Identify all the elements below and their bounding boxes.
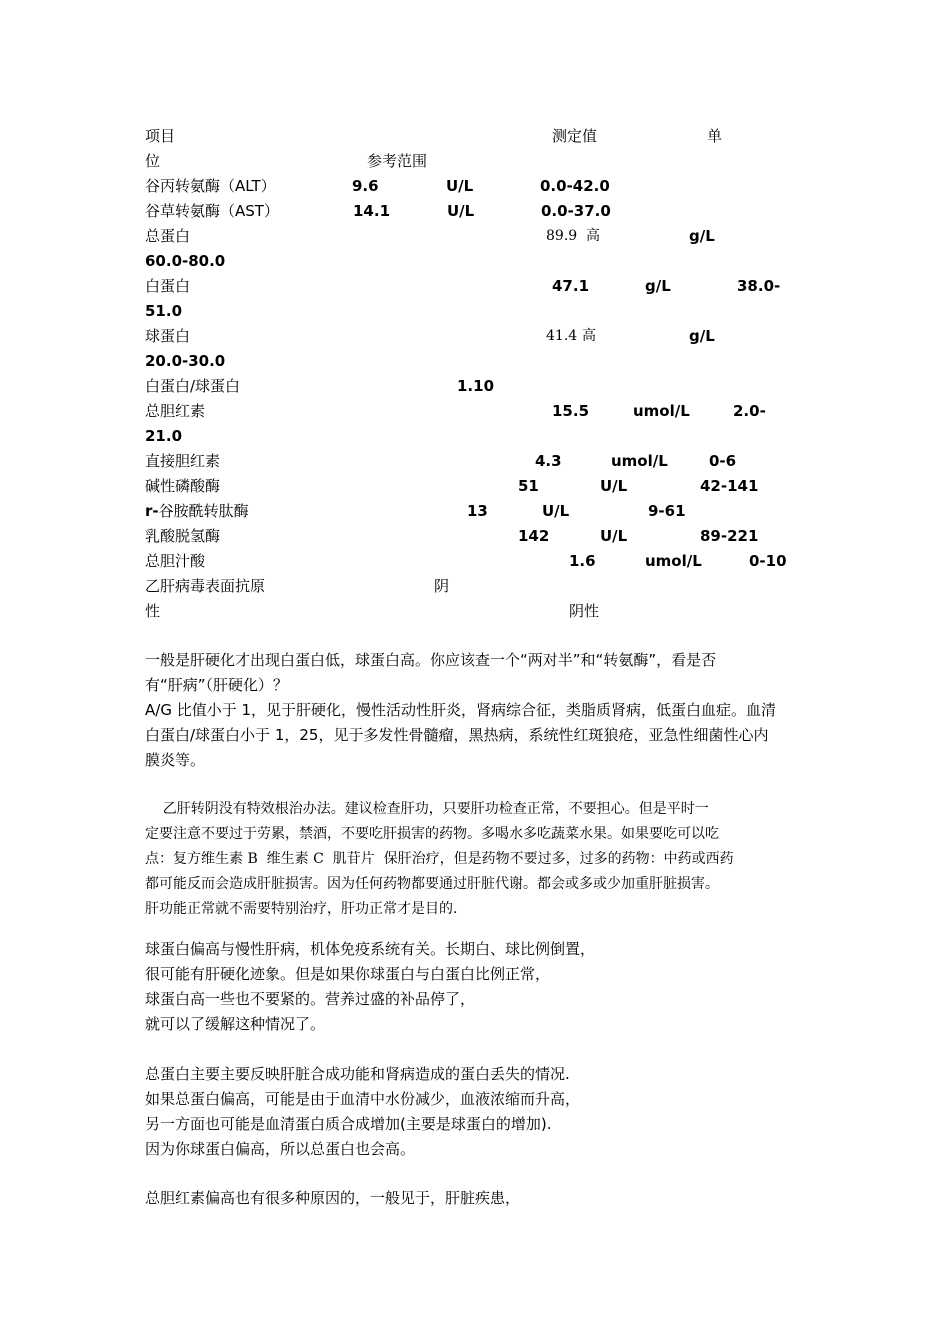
row-ref: 38.0- <box>737 277 781 295</box>
row-unit: U/L <box>447 202 475 220</box>
row-flag-high: 高 <box>582 328 596 344</box>
text-line: 都可能反而会造成肝脏损害。因为任何药物都要通过肝脏代谢。都会或多或少加重肝脏损害。 <box>145 876 719 892</box>
row-name: 乳酸脱氢酶 <box>145 527 221 545</box>
text-line: 白蛋白/球蛋白小于 1，25，见于多发性骨髓瘤，黑热病，系统性红斑狼疮，亚急性细菌性心内 <box>145 726 769 744</box>
text-line: 球蛋白高一些也不要紧的。营养过盛的补品停了， <box>145 990 476 1008</box>
row-ref: 2.0- <box>733 402 766 420</box>
row-unit: U/L <box>542 502 570 520</box>
text-line: A/G 比值小于 1，见于肝硬化，慢性活动性肝炎，肾病综合征，类脂质肾病，低蛋白血症。血清 <box>145 701 777 719</box>
row-name-prefix: r- <box>145 502 159 520</box>
text-line: 定要注意不要过于劳累，禁酒，不要吃肝损害的药物。多喝水多吃蔬菜水果。如果要吃可以吃 <box>145 826 719 842</box>
row-ref: 阴性 <box>569 602 600 620</box>
row-ref: 0-6 <box>709 452 737 470</box>
row-ref: 9-61 <box>648 502 686 520</box>
row-name: 白蛋白/球蛋白 <box>145 377 241 395</box>
row-name: 球蛋白 <box>145 327 191 345</box>
text-line: 总胆红素偏高也有很多种原因的，一般见于，肝脏疾患， <box>145 1189 521 1207</box>
row-ref: 20.0-30.0 <box>145 352 226 370</box>
row-ref-cont: 51.0 <box>145 302 183 320</box>
row-unit: g/L <box>645 277 671 295</box>
row-value: 14.1 <box>353 202 391 220</box>
row-name: 白蛋白 <box>145 277 191 295</box>
row-value: 89.9 <box>546 228 578 244</box>
row-ref: 0.0-37.0 <box>541 202 611 220</box>
header-unit-cont: 位 <box>145 152 161 170</box>
row-name: 谷丙转氨酶（ALT） <box>145 177 276 195</box>
row-ref-cont: 21.0 <box>145 427 183 445</box>
row-value: 47.1 <box>552 277 590 295</box>
row-name: 总胆汁酸 <box>145 552 206 570</box>
row-name: 直接胆红素 <box>145 452 221 470</box>
row-name: 谷草转氨酶（AST） <box>145 202 279 220</box>
row-name: 总胆红素 <box>145 402 206 420</box>
text-line: 总蛋白主要主要反映肝脏合成功能和肾病造成的蛋白丢失的情况. <box>145 1065 570 1083</box>
text-line: 球蛋白偏高与慢性肝病，机体免疫系统有关。长期白、球比例倒置， <box>145 940 596 958</box>
header-unit: 单 <box>707 127 723 145</box>
row-value: 142 <box>518 527 550 545</box>
row-name: 乙肝病毒表面抗原 <box>145 577 266 595</box>
row-value: 1.6 <box>569 552 596 570</box>
text-line: 肝功能正常就不需要特别治疗，肝功正常才是目的. <box>145 901 458 917</box>
text-line: 就可以了缓解这种情况了。 <box>145 1015 326 1033</box>
row-name-main: 谷胺酰转肽酶 <box>158 502 249 520</box>
row-ref: 60.0-80.0 <box>145 252 226 270</box>
row-name <box>145 499 249 524</box>
row-ref: 89-221 <box>700 527 759 545</box>
text-line: 另一方面也可能是血清蛋白质合成增加(主要是球蛋白的增加). <box>145 1115 552 1133</box>
row-value: 13 <box>467 502 488 520</box>
row-value: 41.4 <box>546 328 578 344</box>
text-line: 如果总蛋白偏高，可能是由于血清中水份减少，血液浓缩而升高， <box>145 1090 581 1108</box>
row-ref: 0.0-42.0 <box>540 177 610 195</box>
row-name: 总蛋白 <box>145 227 191 245</box>
text-line: 因为你球蛋白偏高，所以总蛋白也会高。 <box>145 1140 416 1158</box>
row-value: 9.6 <box>352 177 379 195</box>
row-value: 4.3 <box>535 452 562 470</box>
header-item: 项目 <box>145 127 176 145</box>
text-line: 点：复方维生素 B 维生素 C 肌苷片 保肝治疗，但是药物不要过多，过多的药物：中药或西药 <box>145 851 734 867</box>
row-unit: umol/L <box>645 552 702 570</box>
row-unit: umol/L <box>633 402 690 420</box>
row-name: 碱性磷酸酶 <box>145 477 221 495</box>
row-unit: U/L <box>600 477 628 495</box>
row-unit: umol/L <box>611 452 668 470</box>
text-line: 有“肝病”（肝硬化）？ <box>145 676 289 694</box>
row-flag-high: 高 <box>586 228 600 244</box>
header-reference: 参考范围 <box>367 152 428 170</box>
row-unit: g/L <box>689 327 715 345</box>
row-value-cont: 性 <box>145 602 161 620</box>
row-unit: U/L <box>600 527 628 545</box>
text-line: 膜炎等。 <box>145 751 206 769</box>
row-unit: g/L <box>689 227 715 245</box>
header-measured: 测定值 <box>552 127 598 145</box>
row-ref: 0-10 <box>749 552 787 570</box>
row-value: 15.5 <box>552 402 590 420</box>
row-value: 51 <box>518 477 539 495</box>
text-line: 乙肝转阴没有特效根治办法。建议检查肝功，只要肝功检查正常，不要担心。但是平时一 <box>145 801 709 817</box>
text-line: 一般是肝硬化才出现白蛋白低，球蛋白高。你应该查一个“两对半”和“转氨酶”，看是否 <box>145 651 717 669</box>
text-line: 很可能有肝硬化迹象。但是如果你球蛋白与白蛋白比例正常， <box>145 965 551 983</box>
row-ref: 42-141 <box>700 477 759 495</box>
row-value: 阴 <box>434 577 450 595</box>
row-unit: U/L <box>446 177 474 195</box>
row-value: 1.10 <box>457 377 495 395</box>
